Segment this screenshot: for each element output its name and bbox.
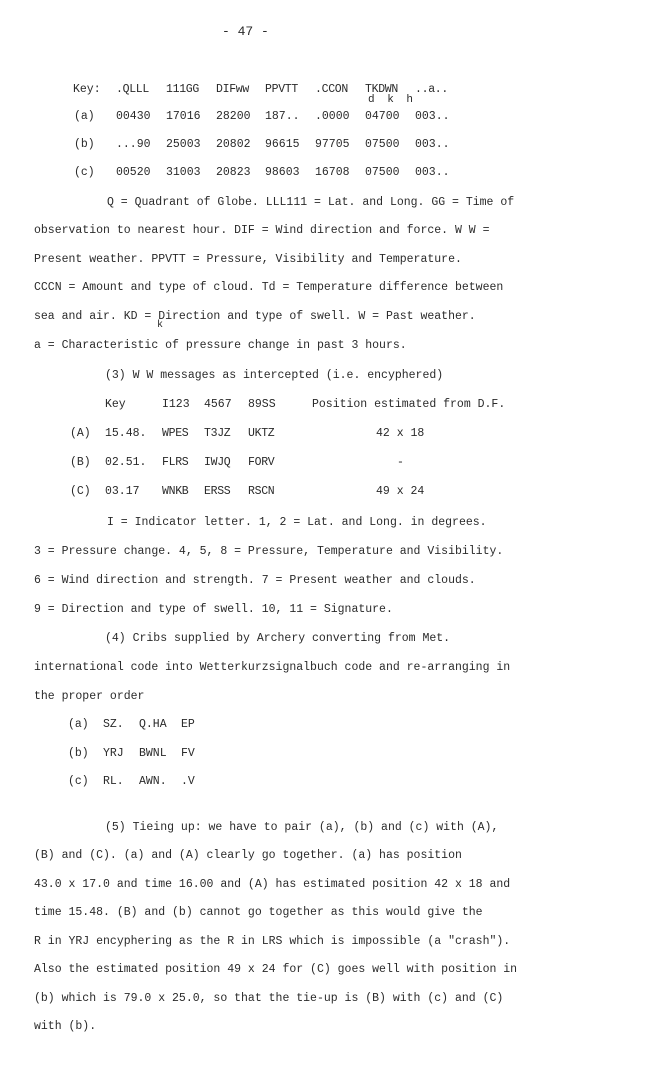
subscript-k: k <box>157 320 164 331</box>
table-cell: 003.. <box>415 110 450 123</box>
crib-cell: RL. <box>103 775 124 788</box>
table-cell: 20823 <box>216 166 251 179</box>
header-cell: I123 <box>162 398 190 411</box>
table-cell: 16708 <box>315 166 350 179</box>
paragraph-line: with (b). <box>34 1020 97 1033</box>
key-header-cell: DIFww <box>216 83 250 96</box>
row-label: (A) <box>70 427 91 440</box>
table-cell: WPES <box>162 427 189 440</box>
table-cell: 96615 <box>265 138 300 151</box>
table-cell: ERSS <box>204 485 231 498</box>
row-label: (B) <box>70 456 91 469</box>
page-number: - 47 - <box>222 24 269 39</box>
key-header-cell: 111GG <box>166 83 200 96</box>
table-cell: 187.. <box>265 110 300 123</box>
table-cell: ...90 <box>116 138 151 151</box>
header-cell: Position estimated from D.F. <box>312 398 506 411</box>
paragraph-line: (B) and (C). (a) and (A) clearly go together. (a) has position <box>34 849 462 862</box>
row-label: (C) <box>70 485 91 498</box>
table-cell: 31003 <box>166 166 201 179</box>
row-label: (c) <box>68 775 89 788</box>
paragraph-line: CCCN = Amount and type of cloud. Td = Temperature difference between <box>34 281 504 294</box>
table-cell: 003.. <box>415 166 450 179</box>
table-cell: 17016 <box>166 110 201 123</box>
table-cell: 00520 <box>116 166 151 179</box>
paragraph-line: 43.0 x 17.0 and time 16.00 and (A) has estimated position 42 x 18 and <box>34 878 511 891</box>
paragraph-line: a = Characteristic of pressure change in past 3 hours. <box>34 339 407 352</box>
paragraph-line: R in YRJ encyphering as the R in LRS which is impossible (a "crash"). <box>34 935 511 948</box>
key-label: Key: <box>73 83 101 96</box>
table-cell: 28200 <box>216 110 251 123</box>
crib-cell: BWNL <box>139 747 167 760</box>
table-cell: 07500 <box>365 138 400 151</box>
table-cell: T3JZ <box>204 427 231 440</box>
section-heading: (5) Tieing up: we have to pair (a), (b) and (c) with (A), <box>105 821 499 834</box>
table-cell: UKTZ <box>248 427 275 440</box>
key-header-subscript: d k h <box>368 94 417 106</box>
paragraph-line: Also the estimated position 49 x 24 for (C) goes well with position in <box>34 963 518 976</box>
table-cell: FLRS <box>162 456 189 469</box>
table-cell: 003.. <box>415 138 450 151</box>
row-label: (c) <box>74 166 95 179</box>
crib-cell: AWN. <box>139 775 167 788</box>
paragraph-line: time 15.48. (B) and (b) cannot go together as this would give the <box>34 906 483 919</box>
crib-cell: .V <box>181 775 195 788</box>
paragraph-line: Present weather. PPVTT = Pressure, Visibility and Temperature. <box>34 253 462 266</box>
header-cell: Key <box>105 398 126 411</box>
table-cell: FORV <box>248 456 275 469</box>
paragraph-line: the proper order <box>34 690 145 703</box>
table-cell: WNKB <box>162 485 189 498</box>
table-cell: 02.51. <box>105 456 147 469</box>
row-label: (a) <box>68 718 89 731</box>
table-cell: 42 x 18 <box>376 427 425 440</box>
crib-cell: SZ. <box>103 718 124 731</box>
paragraph-line: 3 = Pressure change. 4, 5, 8 = Pressure, Temperature and Visibility. <box>34 545 504 558</box>
table-cell: 00430 <box>116 110 151 123</box>
table-cell: 25003 <box>166 138 201 151</box>
row-label: (a) <box>74 110 95 123</box>
table-cell: 49 x 24 <box>376 485 425 498</box>
section-heading: (3) W W messages as intercepted (i.e. encyphered) <box>105 369 444 382</box>
crib-cell: FV <box>181 747 195 760</box>
table-cell: RSCN <box>248 485 275 498</box>
crib-cell: Q.HA <box>139 718 167 731</box>
key-header-cell: .CCON <box>315 83 349 96</box>
paragraph-line: 6 = Wind direction and strength. 7 = Present weather and clouds. <box>34 574 476 587</box>
paragraph-line: I = Indicator letter. 1, 2 = Lat. and Long. in degrees. <box>107 516 487 529</box>
header-cell: 4567 <box>204 398 232 411</box>
key-header-cell: TKDWN <box>365 83 399 96</box>
key-header-cell: PPVTT <box>265 83 299 96</box>
paragraph-line: international code into Wetterkurzsignalbuch code and re-arranging in <box>34 661 511 674</box>
table-cell: 03.17 <box>105 485 140 498</box>
key-header-cell: .QLLL <box>116 83 150 96</box>
paragraph-line: (b) which is 79.0 x 25.0, so that the tie-up is (B) with (c) and (C) <box>34 992 504 1005</box>
paragraph-line: Q = Quadrant of Globe. LLL111 = Lat. and Long. GG = Time of <box>107 196 515 209</box>
paragraph-line: 9 = Direction and type of swell. 10, 11 = Signature. <box>34 603 393 616</box>
table-cell: 97705 <box>315 138 350 151</box>
section-heading: (4) Cribs supplied by Archery converting from Met. <box>105 632 451 645</box>
table-cell: .0000 <box>315 110 350 123</box>
key-header-cell: ..a.. <box>415 83 449 96</box>
paragraph-line: observation to nearest hour. DIF = Wind direction and force. W W = <box>34 224 490 237</box>
table-cell: 20802 <box>216 138 251 151</box>
table-cell: IWJQ <box>204 456 231 469</box>
row-label: (b) <box>74 138 95 151</box>
table-cell: 04700 <box>365 110 400 123</box>
crib-cell: YRJ <box>103 747 124 760</box>
header-cell: 89SS <box>248 398 276 411</box>
table-cell: - <box>397 456 404 469</box>
paragraph-line: sea and air. KD = Direction and type of swell. W = Past weather. <box>34 310 476 323</box>
table-cell: 07500 <box>365 166 400 179</box>
row-label: (b) <box>68 747 89 760</box>
crib-cell: EP <box>181 718 195 731</box>
table-cell: 15.48. <box>105 427 147 440</box>
table-cell: 98603 <box>265 166 300 179</box>
